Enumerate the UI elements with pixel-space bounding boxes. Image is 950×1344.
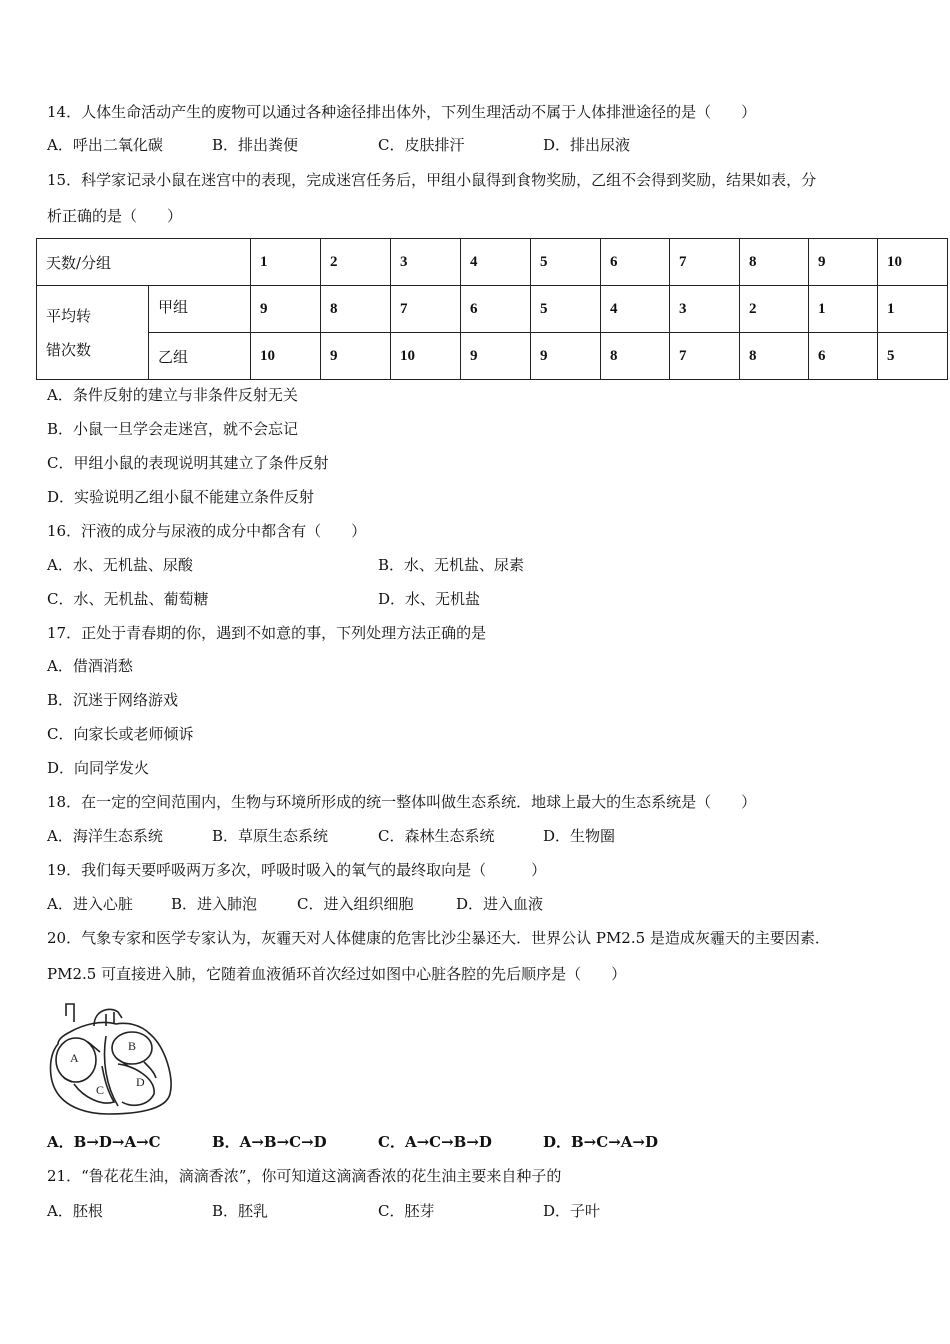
day-header: 6 [601, 239, 670, 286]
chamber-label-a: A [70, 1051, 79, 1065]
q14-option-c: C．皮肤排汗 [378, 136, 465, 154]
q17-stem: 17．正处于青春期的你，遇到不如意的事，下列处理方法正确的是 [47, 624, 487, 642]
q15-stem-line2: 析正确的是（ ） [47, 207, 183, 225]
day-header: 9 [809, 239, 878, 286]
q18-option-d: D．生物圈 [543, 827, 616, 845]
table-cell: 3 [670, 286, 740, 333]
q15-option-c: C．甲组小鼠的表现说明其建立了条件反射 [47, 454, 329, 472]
row-label-avg-errors [37, 286, 149, 380]
q19-option-d: D．进入血液 [456, 895, 544, 913]
table-corner-cell: 天数/分组 [37, 239, 251, 286]
day-header: 3 [391, 239, 461, 286]
q16-stem: 16．汗液的成分与尿液的成分中都含有（ ） [47, 522, 367, 540]
chamber-label-b: B [128, 1039, 137, 1053]
q18-stem: 18．在一定的空间范围内，生物与环境所形成的统一整体叫做生态系统．地球上最大的生态系统是（ ） [47, 793, 757, 811]
table-cell: 4 [601, 286, 670, 333]
table-cell: 5 [531, 286, 601, 333]
table-cell: 6 [461, 286, 531, 333]
table-cell: 9 [531, 333, 601, 380]
q17-option-d: D．向同学发火 [47, 759, 150, 777]
q19-option-c: C．进入组织细胞 [297, 895, 414, 913]
q15-option-a: A．条件反射的建立与非条件反射无关 [47, 386, 298, 404]
day-header: 7 [670, 239, 740, 286]
table-cell: 7 [391, 286, 461, 333]
table-cell: 8 [321, 286, 391, 333]
q17-option-a: A．借酒消愁 [47, 657, 133, 675]
q18-option-a: A．海洋生态系统 [47, 827, 163, 845]
q21-option-c: C．胚芽 [378, 1202, 435, 1220]
q18-option-c: C．森林生态系统 [378, 827, 495, 845]
q16-option-b: B．水、无机盐、尿素 [378, 556, 525, 574]
table-cell: 1 [809, 286, 878, 333]
q19-option-b: B．进入肺泡 [171, 895, 258, 913]
table-cell: 10 [391, 333, 461, 380]
q14-option-d: D．排出尿液 [543, 136, 631, 154]
q15-stem-line1: 15．科学家记录小鼠在迷宫中的表现，完成迷宫任务后，甲组小鼠得到食物奖励，乙组不会得到奖励，结果如表，分 [47, 171, 817, 189]
q16-option-d: D．水、无机盐 [378, 590, 481, 608]
q15-option-b: B．小鼠一旦学会走迷宫，就不会忘记 [47, 420, 299, 438]
table-cell: 7 [670, 333, 740, 380]
table-cell: 8 [740, 333, 809, 380]
table-cell: 6 [809, 333, 878, 380]
vessel-left [66, 1004, 74, 1022]
q19-option-a: A．进入心脏 [47, 895, 133, 913]
q14-stem: 14．人体生命活动产生的废物可以通过各种途径排出体外，下列生理活动不属于人体排泄途径的是（ ） [47, 103, 757, 121]
day-header: 8 [740, 239, 809, 286]
table-row-group-jia [37, 286, 948, 333]
q21-option-a: A．胚根 [47, 1202, 103, 1220]
chamber-label-c: C [96, 1083, 105, 1097]
q20-option-b: B．A→B→C→D [212, 1133, 327, 1151]
q20-stem-line2: PM2.5 可直接进入肺，它随着血液循环首次经过如图中心脏各腔的先后顺序是（ ） [47, 965, 627, 983]
day-header: 1 [251, 239, 321, 286]
q21-option-b: B．胚乳 [212, 1202, 269, 1220]
table-cell: 5 [878, 333, 948, 380]
row-label-line1: 平均转 [46, 306, 92, 325]
q20-option-d: D．B→C→A→D [543, 1133, 658, 1151]
q16-option-c: C．水、无机盐、葡萄糖 [47, 590, 209, 608]
day-header: 10 [878, 239, 948, 286]
q20-option-a: A．B→D→A→C [47, 1133, 161, 1151]
heart-outline [51, 1022, 172, 1114]
table-cell: 9 [251, 286, 321, 333]
q20-option-c: C．A→C→B→D [378, 1133, 492, 1151]
table-cell: 9 [461, 333, 531, 380]
table-header-row [37, 239, 948, 286]
table-cell: 10 [251, 333, 321, 380]
maze-results-table [36, 238, 948, 380]
table-cell: 1 [878, 286, 948, 333]
row-label-line2: 错次数 [46, 340, 92, 359]
q20-stem-line1: 20．气象专家和医学专家认为，灰霾天对人体健康的危害比沙尘暴还大．世界公认 PM2.5 是造成灰霾天的主要因素． [47, 929, 830, 947]
q18-option-b: B．草原生态系统 [212, 827, 329, 845]
day-header: 4 [461, 239, 531, 286]
q14-option-b: B．排出粪便 [212, 136, 299, 154]
table-cell: 2 [740, 286, 809, 333]
q21-stem: 21．“鲁花花生油，滴滴香浓”，你可知道这滴滴香浓的花生油主要来自种子的 [47, 1167, 562, 1185]
heart-diagram [44, 1002, 174, 1118]
q17-option-b: B．沉迷于网络游戏 [47, 691, 179, 709]
chamber-label-d: D [136, 1075, 145, 1089]
group-name-jia: 甲组 [149, 286, 251, 333]
table-cell: 8 [601, 333, 670, 380]
day-header: 2 [321, 239, 391, 286]
q16-option-a: A．水、无机盐、尿酸 [47, 556, 193, 574]
table-cell: 9 [321, 333, 391, 380]
q19-stem: 19．我们每天要呼吸两万多次，呼吸时吸入的氧气的最终取向是（ ） [47, 861, 547, 879]
q21-option-d: D．子叶 [543, 1202, 601, 1220]
q17-option-c: C．向家长或老师倾诉 [47, 725, 194, 743]
q14-option-a: A．呼出二氧化碳 [47, 136, 163, 154]
q15-option-d: D．实验说明乙组小鼠不能建立条件反射 [47, 488, 315, 506]
group-name-yi: 乙组 [149, 333, 251, 380]
table-row-group-yi [37, 333, 948, 380]
day-header: 5 [531, 239, 601, 286]
